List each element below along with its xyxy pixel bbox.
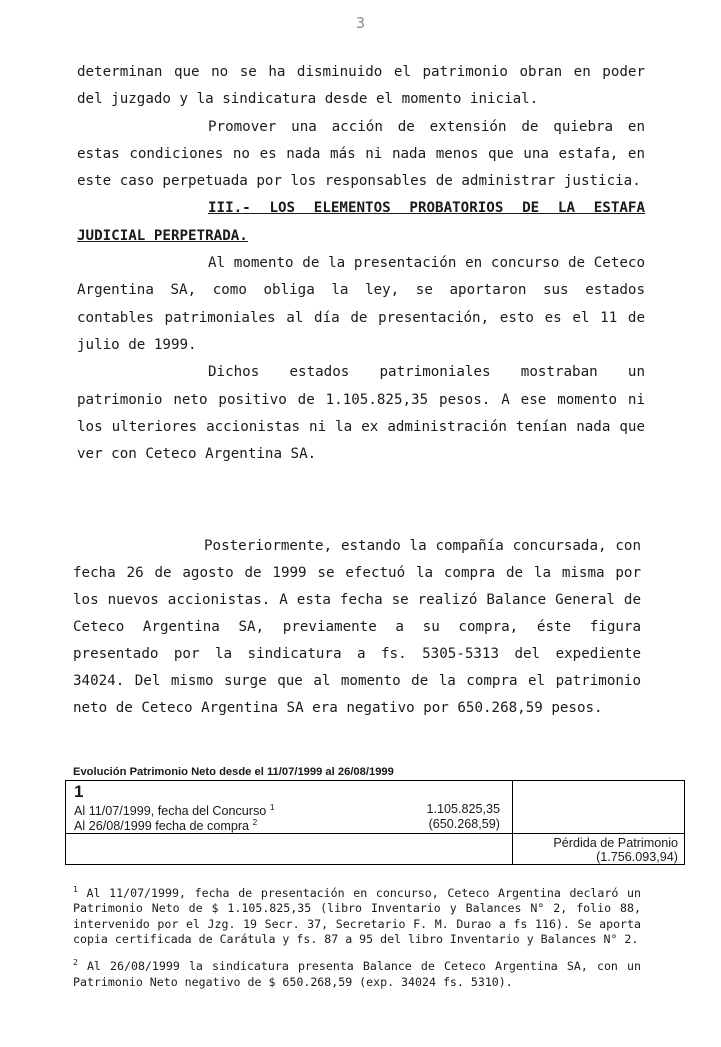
footnote-ref-1: 1 <box>269 802 275 812</box>
paragraph-presentation: Al momento de la presentación en concurso de Ceteco Argentina SA, como obliga la ley, se aportaron sus estados contables patrimoniales al día de presentación, esto es el 11 de julio de 1999. <box>77 255 645 353</box>
footnote-marker-1: 1 <box>73 885 78 894</box>
paragraph-extension-claim: Promover una acción de extensión de quiebra en estas condiciones no es nada más ni nada menos que una estafa, en este caso perpetuada por los responsables de administrar justicia. <box>77 118 645 190</box>
page-number: 3 <box>355 14 366 32</box>
table-divider-vertical <box>512 781 513 864</box>
paragraph-continuation: determinan que no se ha disminuido el patrimonio obran en poder del juzgado y la sindicatura desde el momento inicial. <box>77 64 645 108</box>
paragraph-net-worth: Dichos estados patrimoniales mostraban un patrimonio neto positivo de 1.105.825,35 pesos. A ese momento ni los ulteriores accionistas ni la ex administración tenían nada que ver con Ceteco Argentina SA. <box>77 364 645 463</box>
footnote-marker-2: 2 <box>73 958 78 968</box>
table-caption: Evolución Patrimonio Neto desde el 11/07/1999 al 26/08/1999 <box>73 766 394 778</box>
table-cell-number: 1 <box>74 782 84 801</box>
table-row-value-compra: (650.268,59) <box>428 817 500 831</box>
table-row-label-compra: Al 26/08/1999 fecha de compra $^2$ <box>74 817 258 834</box>
loss-label: Pérdida de Patrimonio <box>553 836 678 850</box>
table-row-label-concurso: Al 11/07/1999, fecha del Concurso $^1$ <box>74 802 275 819</box>
table-row-value-concurso: 1.105.825,35 <box>426 802 500 816</box>
footnote-2-text: Al 26/08/1999 la sindicatura presenta Balance de Ceteco Argentina SA, con un Patrimonio Neto negativo de $ 650.268,59 (exp. 34024 fs. 5310). <box>73 959 641 989</box>
footnote-1-text: Al 11/07/1999, fecha de presentación en concurso, Ceteco Argentina declaró un Patrimonio Neto de $ 1.105.825,35 (libro Inventario y Balances N° 2, folio 88, intervenido por el Jzg. 19 Secr. 37, Secretario F. M. Durao a fs 116). Se aporta copia certificada de Carátula y fs. 87 a 95 del libro Inventario y Balances N° 2. <box>73 885 641 947</box>
footnote-ref-2: 2 <box>252 817 258 827</box>
paragraph-purchase: Posteriormente, estando la compañía concursada, con fecha 26 de agosto de 1999 se efectuó la compra de la misma por los nuevos accionistas. A esta fecha se realizó Balance General de Ceteco Argentina SA, previamente a su compra, éste figura presentado por la sindicatura a fs. 5305-5313 del expediente 34024. Del mismo surge que al momento de la compra el patrimonio neto de Ceteco Argentina SA era negativo por 650.268,59 pesos. <box>73 538 641 716</box>
body-section-2 <box>73 533 641 722</box>
body-section-1 <box>77 59 645 468</box>
net-worth-table <box>65 780 685 865</box>
loss-value: (1.756.093,94) <box>596 850 678 864</box>
footnote-2 <box>73 955 641 990</box>
section-heading: III.- LOS ELEMENTOS PROBATORIOS DE LA ESTAFA JUDICIAL PERPETRADA. <box>77 200 645 244</box>
footnote-1 <box>73 882 641 947</box>
footnotes <box>73 882 641 998</box>
